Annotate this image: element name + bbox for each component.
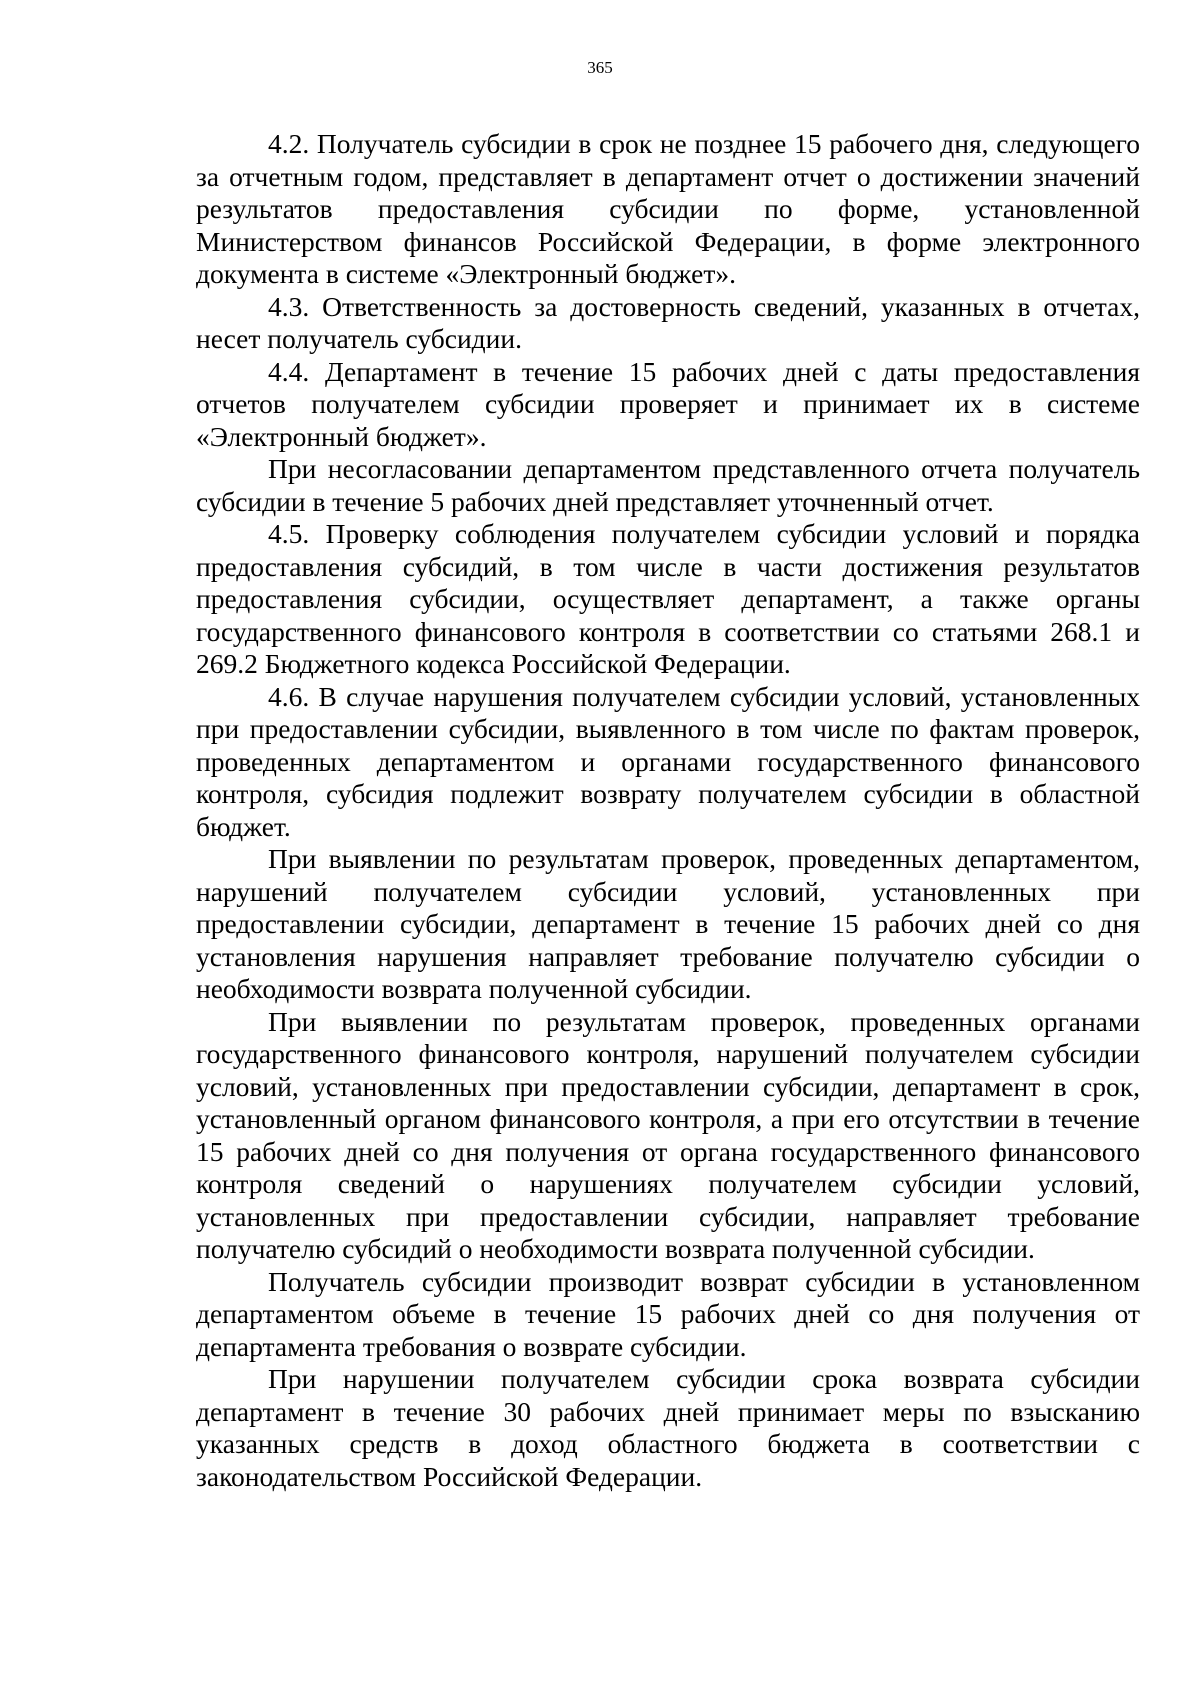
paragraph-4-6-refund-term: Получатель субсидии производит возврат субсидии в установленном департаментом объеме в течение 15 рабочих дней со дня получения от департамента требования о возврате субсидии.	[196, 1265, 1140, 1362]
paragraph-4-6-control-findings: При выявлении по результатам проверок, проведенных органами государственного финансового контроля, нарушений получателем субсидии условий, установленных при предоставлении субсидии, департамент в срок, установленный органом финансового контроля, а при его отсутствии в течение 15 рабочих дней со дня получения от органа государственного финансового контроля сведений о нарушениях получателем субсидии условий, установленных при предоставлении субсидии, направляет требование получателю субсидий о необходимости возврата полученной субсидии.	[196, 1005, 1140, 1264]
page-number: 365	[587, 58, 613, 77]
paragraph-4-4: 4.4. Департамент в течение 15 рабочих дней с даты предоставления отчетов получателем субсидии проверяет и принимает их в системе «Электронный бюджет».	[196, 355, 1140, 452]
paragraph-4-6-department-findings: При выявлении по результатам проверок, проведенных департаментом, нарушений получателем субсидии условий, установленных при предоставлении субсидии, департамент в течение 15 рабочих дней со дня установления нарушения направляет требование получателю субсидии о необходимости возврата полученной субсидии.	[196, 843, 1140, 1004]
paragraph-4-5: 4.5. Проверку соблюдения получателем субсидии условий и порядка предоставления субсидий, в том числе в части достижения результатов предоставления субсидии, осуществляет департамент, а также органы государственного финансового контроля в соответствии со статьями 268.1 и 269.2 Бюджетного кодекса Российской Федерации.	[196, 518, 1140, 679]
paragraph-4-6-recovery: При нарушении получателем субсидии срока возврата субсидии департамент в течение 30 рабочих дней принимает меры по взысканию указанных средств в доход областного бюджета в соответствии с законодательством Российской Федерации.	[196, 1363, 1140, 1492]
paragraph-4-6: 4.6. В случае нарушения получателем субсидии условий, установленных при предоставлении субсидии, выявленного в том числе по фактам проверок, проведенных департаментом и органами государственного финансового контроля, субсидия подлежит возврату получателем субсидии в областной бюджет.	[196, 680, 1140, 842]
paragraph-4-4-disagreement: При несогласовании департаментом представленного отчета получатель субсидии в течение 5 рабочих дней представляет уточненный отчет.	[196, 453, 1140, 517]
paragraph-4-2: 4.2. Получатель субсидии в срок не позднее 15 рабочего дня, следующего за отчетным годом, представляет в департамент отчет о достижении значений результатов предоставления субсидии по форме, установленной Министерством финансов Российской Федерации, в форме электронного документа в системе «Электронный бюджет».	[196, 128, 1140, 289]
document-body	[196, 128, 1140, 1493]
paragraph-4-3: 4.3. Ответственность за достоверность сведений, указанных в отчетах, несет получатель субсидии.	[196, 290, 1140, 354]
